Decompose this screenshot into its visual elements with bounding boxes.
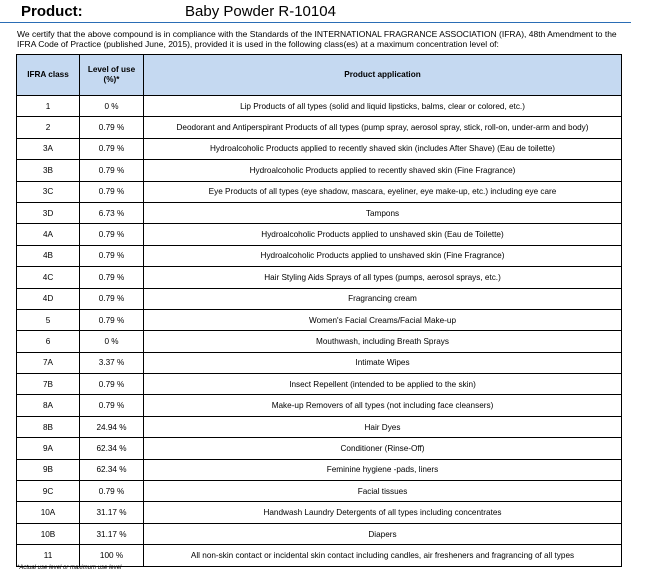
cell-ifra-class: 11 [17,545,80,566]
cell-level-of-use: 62.34 % [80,459,144,480]
cell-ifra-class: 7A [17,352,80,373]
cell-level-of-use: 100 % [80,545,144,566]
cell-level-of-use: 0.79 % [80,138,144,159]
table-row [17,117,622,138]
cell-ifra-class: 8B [17,416,80,437]
cell-ifra-class: 7B [17,374,80,395]
cell-product-application: Hair Styling Aids Sprays of all types (pumps, aerosol sprays, etc.) [144,267,622,288]
cell-product-application: Lip Products of all types (solid and liquid lipsticks, balms, clear or colored, etc.) [144,96,622,117]
table-row [17,138,622,159]
cell-level-of-use: 0.79 % [80,267,144,288]
cell-ifra-class: 6 [17,331,80,352]
cell-product-application: Facial tissues [144,481,622,502]
table-row [17,96,622,117]
cell-product-application: Diapers [144,523,622,544]
cell-product-application: Make-up Removers of all types (not including face cleansers) [144,395,622,416]
cell-product-application: All non-skin contact or incidental skin contact including candles, air fresheners and fragrancing of all types [144,545,622,566]
table-row [17,245,622,266]
table-row [17,523,622,544]
cell-ifra-class: 9A [17,438,80,459]
cell-ifra-class: 2 [17,117,80,138]
cell-product-application: Hydroalcoholic Products applied to unshaved skin (Fine Fragrance) [144,245,622,266]
cell-product-application: Hydroalcoholic Products applied to recently shaved skin (Fine Fragrance) [144,160,622,181]
cell-level-of-use: 3.37 % [80,352,144,373]
cell-level-of-use: 0 % [80,331,144,352]
cell-ifra-class: 4B [17,245,80,266]
table-row [17,502,622,523]
product-label: Product: [21,3,83,20]
cell-ifra-class: 8A [17,395,80,416]
table-row [17,438,622,459]
cell-level-of-use: 0.79 % [80,117,144,138]
cell-product-application: Tampons [144,202,622,223]
table-row [17,395,622,416]
table-row [17,267,622,288]
table-row [17,331,622,352]
product-name: Baby Powder R-10104 [185,3,336,20]
cell-product-application: Hair Dyes [144,416,622,437]
cell-level-of-use: 0.79 % [80,481,144,502]
table-row [17,181,622,202]
compliance-statement: We certify that the above compound is in compliance with the Standards of the INTERNATIONAL FRAGRANCE ASSOCIATION (IFRA), 48th Amendment to the IFRA Code of Practice (published June, 2015), provided it is used in the following class(es) at a maximum concentration level of: [17,29,617,49]
cell-level-of-use: 31.17 % [80,523,144,544]
cell-product-application: Fragrancing cream [144,288,622,309]
cell-product-application: Mouthwash, including Breath Sprays [144,331,622,352]
header-product-application: Product application [144,55,622,96]
cell-level-of-use: 0.79 % [80,181,144,202]
header-level-of-use: Level of use (%)* [80,55,144,96]
cell-ifra-class: 9C [17,481,80,502]
table-row [17,288,622,309]
cell-level-of-use: 0.79 % [80,395,144,416]
table-row [17,352,622,373]
cell-level-of-use: 0.79 % [80,245,144,266]
cell-product-application: Handwash Laundry Detergents of all types including concentrates [144,502,622,523]
cell-ifra-class: 10A [17,502,80,523]
cell-product-application: Eye Products of all types (eye shadow, mascara, eyeliner, eye make-up, etc.) including eye care [144,181,622,202]
table-row [17,160,622,181]
cell-ifra-class: 4C [17,267,80,288]
table-row [17,224,622,245]
cell-product-application: Hydroalcoholic Products applied to unshaved skin (Eau de Toilette) [144,224,622,245]
table-header-row [17,55,622,96]
footnote: *Actual use level or maximum use level [17,565,122,571]
table-row [17,309,622,330]
cell-level-of-use: 0.79 % [80,288,144,309]
cell-ifra-class: 3A [17,138,80,159]
cell-ifra-class: 3C [17,181,80,202]
table-row [17,545,622,566]
cell-level-of-use: 0.79 % [80,309,144,330]
cell-product-application: Intimate Wipes [144,352,622,373]
cell-level-of-use: 24.94 % [80,416,144,437]
table-row [17,459,622,480]
cell-product-application: Deodorant and Antiperspirant Products of all types (pump spray, aerosol spray, stick, roll-on, under-arm and body) [144,117,622,138]
cell-product-application: Women's Facial Creams/Facial Make-up [144,309,622,330]
cell-product-application: Feminine hygiene -pads, liners [144,459,622,480]
cell-ifra-class: 5 [17,309,80,330]
cell-level-of-use: 0 % [80,96,144,117]
cell-ifra-class: 3D [17,202,80,223]
header-ifra-class: IFRA class [17,55,80,96]
cell-level-of-use: 31.17 % [80,502,144,523]
cell-level-of-use: 0.79 % [80,374,144,395]
table-row [17,374,622,395]
table-row [17,202,622,223]
cell-ifra-class: 4D [17,288,80,309]
cell-ifra-class: 1 [17,96,80,117]
product-header [0,0,631,23]
table-row [17,416,622,437]
table-row [17,481,622,502]
cell-level-of-use: 0.79 % [80,160,144,181]
cell-product-application: Hydroalcoholic Products applied to recently shaved skin (includes After Shave) (Eau de toilette) [144,138,622,159]
cell-level-of-use: 0.79 % [80,224,144,245]
table-body [17,96,622,567]
ifra-table [16,54,622,567]
cell-product-application: Conditioner (Rinse-Off) [144,438,622,459]
cell-ifra-class: 3B [17,160,80,181]
cell-ifra-class: 10B [17,523,80,544]
cell-ifra-class: 4A [17,224,80,245]
cell-level-of-use: 62.34 % [80,438,144,459]
cell-level-of-use: 6.73 % [80,202,144,223]
cell-product-application: Insect Repellent (intended to be applied to the skin) [144,374,622,395]
cell-ifra-class: 9B [17,459,80,480]
